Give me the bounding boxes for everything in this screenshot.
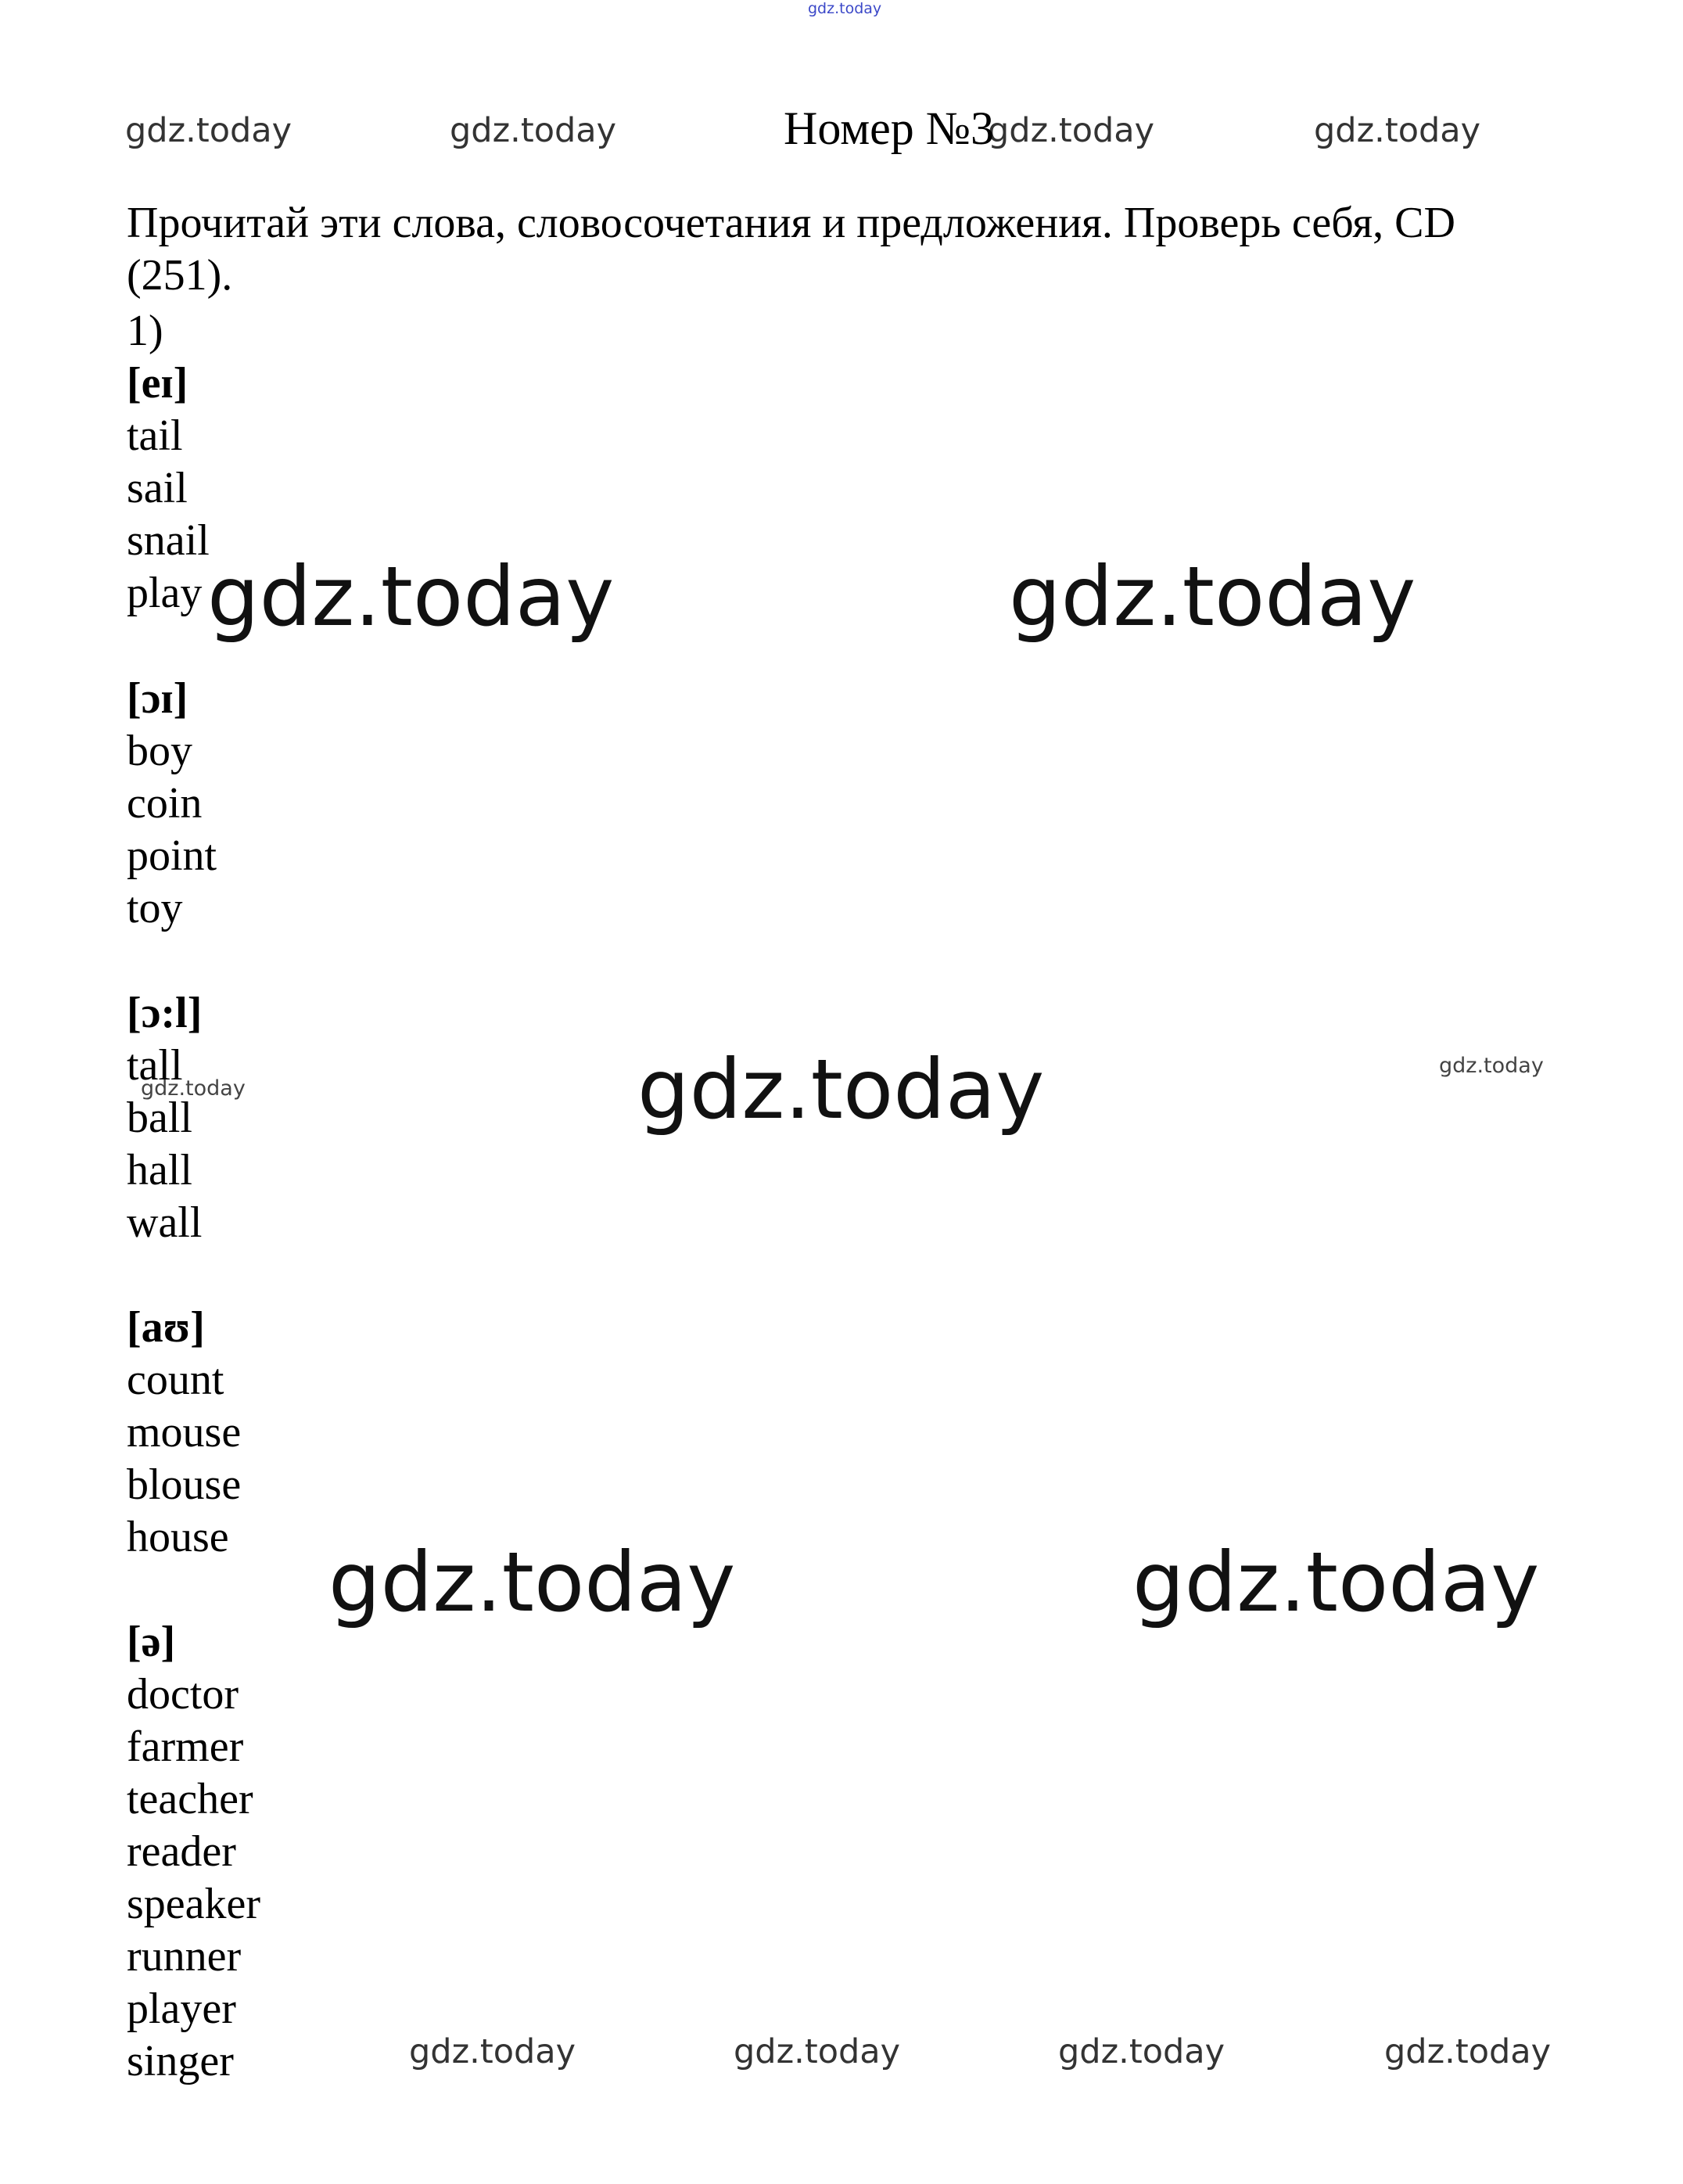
sound-group-au xyxy=(127,1302,241,1564)
word: point xyxy=(127,832,217,880)
word: singer xyxy=(127,2037,234,2085)
watermark-footer-4: gdz.today xyxy=(1384,2032,1552,2071)
watermark-large-1: gdz.today xyxy=(207,549,615,645)
task-instruction: Прочитай эти слова, словосочетания и предложения. Проверь себя, CD (251). xyxy=(127,199,1455,300)
word: blouse xyxy=(127,1460,242,1509)
word: player xyxy=(127,1985,236,2033)
phonetic-symbol: [eɪ] xyxy=(127,359,188,408)
phonetic-symbol: [aʊ] xyxy=(127,1303,205,1352)
word: ball xyxy=(127,1094,192,1142)
sound-group-ei xyxy=(127,357,210,620)
word: wall xyxy=(127,1198,203,1247)
word: farmer xyxy=(127,1722,244,1771)
word: snail xyxy=(127,516,210,565)
watermark-header-2: gdz.today xyxy=(450,111,617,150)
watermark-footer-1: gdz.today xyxy=(409,2032,576,2071)
word: coin xyxy=(127,779,203,828)
watermark-top: gdz.today xyxy=(808,0,882,17)
watermark-header-4: gdz.today xyxy=(1314,111,1481,150)
word: sail xyxy=(127,464,188,512)
word: tall xyxy=(127,1041,183,1090)
word: house xyxy=(127,1513,229,1561)
word: runner xyxy=(127,1932,242,1981)
watermark-header-1: gdz.today xyxy=(125,111,292,150)
watermark-small-1: gdz.today xyxy=(141,1076,246,1101)
word: hall xyxy=(127,1146,192,1194)
phonetic-symbol: [ɔɪ] xyxy=(127,674,188,723)
word: play xyxy=(127,569,203,617)
watermark-footer-3: gdz.today xyxy=(1058,2032,1225,2071)
watermark-large-2: gdz.today xyxy=(1009,549,1416,645)
watermark-large-3: gdz.today xyxy=(637,1042,1045,1137)
watermark-small-2: gdz.today xyxy=(1439,1054,1544,1078)
word: teacher xyxy=(127,1775,253,1823)
word: tail xyxy=(127,411,183,460)
word: toy xyxy=(127,884,183,932)
word: speaker xyxy=(127,1880,261,1928)
word: count xyxy=(127,1356,224,1404)
part-number: 1) xyxy=(127,307,163,355)
word: mouse xyxy=(127,1408,242,1457)
word: doctor xyxy=(127,1670,239,1719)
phonetic-symbol: [ə] xyxy=(127,1618,176,1666)
word: reader xyxy=(127,1827,236,1876)
sound-group-ol xyxy=(127,987,202,1249)
phonetic-symbol: [ɔ:l] xyxy=(127,989,203,1037)
sound-group-schwa xyxy=(127,1616,260,2088)
sound-group-oi xyxy=(127,673,217,935)
watermark-large-5: gdz.today xyxy=(1132,1535,1540,1630)
watermark-header-3: gdz.today xyxy=(988,111,1155,150)
watermark-large-4: gdz.today xyxy=(328,1535,736,1630)
watermark-footer-2: gdz.today xyxy=(734,2032,901,2071)
word: boy xyxy=(127,727,192,775)
page-title: Номер №3 xyxy=(784,102,995,154)
